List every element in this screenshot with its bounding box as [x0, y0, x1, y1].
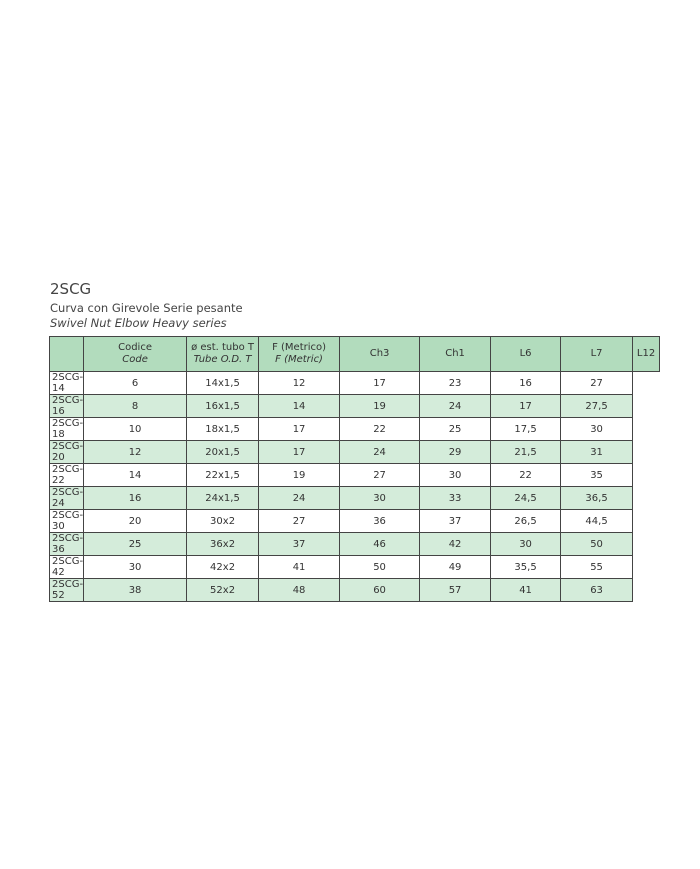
table-header-row	[50, 337, 660, 372]
page-title: 2SCG	[50, 280, 92, 298]
cell-thread: 42x2	[187, 556, 259, 579]
cell-tube-od: 30	[84, 556, 187, 579]
cell-ch1: 22	[340, 418, 420, 441]
side-band	[50, 337, 84, 372]
cell-ch1: 46	[340, 533, 420, 556]
cell-l6: 23	[420, 372, 491, 395]
subtitle-english: Swivel Nut Elbow Heavy series	[50, 316, 227, 330]
subtitle-italian: Curva con Girevole Serie pesante	[50, 301, 243, 315]
cell-code: 2SCG-22	[50, 464, 84, 487]
cell-l6: 25	[420, 418, 491, 441]
cell-tube-od: 6	[84, 372, 187, 395]
cell-l12: 63	[561, 579, 633, 602]
header-l7: L7	[561, 337, 633, 372]
cell-ch1: 24	[340, 441, 420, 464]
cell-l12: 27,5	[561, 395, 633, 418]
cell-tube-od: 20	[84, 510, 187, 533]
cell-thread: 36x2	[187, 533, 259, 556]
cell-ch1: 17	[340, 372, 420, 395]
header-l6: L6	[491, 337, 561, 372]
cell-thread: 18x1,5	[187, 418, 259, 441]
cell-l12: 30	[561, 418, 633, 441]
cell-ch3: 17	[259, 418, 340, 441]
cell-l6: 49	[420, 556, 491, 579]
cell-l6: 24	[420, 395, 491, 418]
table-row	[50, 556, 660, 579]
cell-l12: 36,5	[561, 487, 633, 510]
cell-ch3: 37	[259, 533, 340, 556]
cell-code: 2SCG-14	[50, 372, 84, 395]
cell-l6: 37	[420, 510, 491, 533]
cell-ch3: 19	[259, 464, 340, 487]
cell-thread: 30x2	[187, 510, 259, 533]
table-row	[50, 579, 660, 602]
cell-ch3: 27	[259, 510, 340, 533]
header-tube-od: ø est. tubo T Tube O.D. T	[187, 337, 259, 372]
cell-ch3: 41	[259, 556, 340, 579]
cell-l7: 16	[491, 372, 561, 395]
cell-l7: 26,5	[491, 510, 561, 533]
cell-l12: 35	[561, 464, 633, 487]
table-row	[50, 395, 660, 418]
cell-tube-od: 38	[84, 579, 187, 602]
cell-l6: 29	[420, 441, 491, 464]
header-thread: F (Metrico) F (Metric)	[259, 337, 340, 372]
cell-ch1: 19	[340, 395, 420, 418]
cell-l7: 17	[491, 395, 561, 418]
cell-l7: 35,5	[491, 556, 561, 579]
cell-code: 2SCG-42	[50, 556, 84, 579]
cell-tube-od: 10	[84, 418, 187, 441]
cell-ch1: 27	[340, 464, 420, 487]
cell-thread: 22x1,5	[187, 464, 259, 487]
cell-thread: 16x1,5	[187, 395, 259, 418]
cell-code: 2SCG-36	[50, 533, 84, 556]
cell-ch3: 24	[259, 487, 340, 510]
cell-code: 2SCG-18	[50, 418, 84, 441]
dimensions-table	[49, 336, 660, 602]
table-row	[50, 418, 660, 441]
cell-l12: 27	[561, 372, 633, 395]
cell-l6: 57	[420, 579, 491, 602]
table-row	[50, 372, 660, 395]
cell-ch3: 14	[259, 395, 340, 418]
table-row	[50, 510, 660, 533]
cell-l6: 42	[420, 533, 491, 556]
cell-code: 2SCG-52	[50, 579, 84, 602]
table-row	[50, 533, 660, 556]
cell-thread: 52x2	[187, 579, 259, 602]
header-code: Codice Code	[84, 337, 187, 372]
header-l12: L12	[633, 337, 660, 372]
cell-l7: 22	[491, 464, 561, 487]
cell-code: 2SCG-30	[50, 510, 84, 533]
cell-l7: 30	[491, 533, 561, 556]
cell-l7: 24,5	[491, 487, 561, 510]
cell-ch3: 48	[259, 579, 340, 602]
cell-thread: 20x1,5	[187, 441, 259, 464]
cell-tube-od: 16	[84, 487, 187, 510]
cell-code: 2SCG-16	[50, 395, 84, 418]
cell-tube-od: 14	[84, 464, 187, 487]
cell-ch3: 17	[259, 441, 340, 464]
cell-ch1: 36	[340, 510, 420, 533]
cell-thread: 14x1,5	[187, 372, 259, 395]
table-row	[50, 464, 660, 487]
cell-l12: 55	[561, 556, 633, 579]
cell-l12: 44,5	[561, 510, 633, 533]
cell-tube-od: 25	[84, 533, 187, 556]
cell-l12: 50	[561, 533, 633, 556]
cell-ch3: 12	[259, 372, 340, 395]
cell-ch1: 60	[340, 579, 420, 602]
cell-ch1: 50	[340, 556, 420, 579]
cell-l7: 17,5	[491, 418, 561, 441]
cell-l12: 31	[561, 441, 633, 464]
cell-l6: 30	[420, 464, 491, 487]
header-ch3: Ch3	[340, 337, 420, 372]
cell-tube-od: 8	[84, 395, 187, 418]
table-row	[50, 487, 660, 510]
table-row	[50, 441, 660, 464]
cell-thread: 24x1,5	[187, 487, 259, 510]
cell-l7: 41	[491, 579, 561, 602]
cell-code: 2SCG-24	[50, 487, 84, 510]
cell-l6: 33	[420, 487, 491, 510]
cell-ch1: 30	[340, 487, 420, 510]
cell-l7: 21,5	[491, 441, 561, 464]
cell-code: 2SCG-20	[50, 441, 84, 464]
cell-tube-od: 12	[84, 441, 187, 464]
header-ch1: Ch1	[420, 337, 491, 372]
